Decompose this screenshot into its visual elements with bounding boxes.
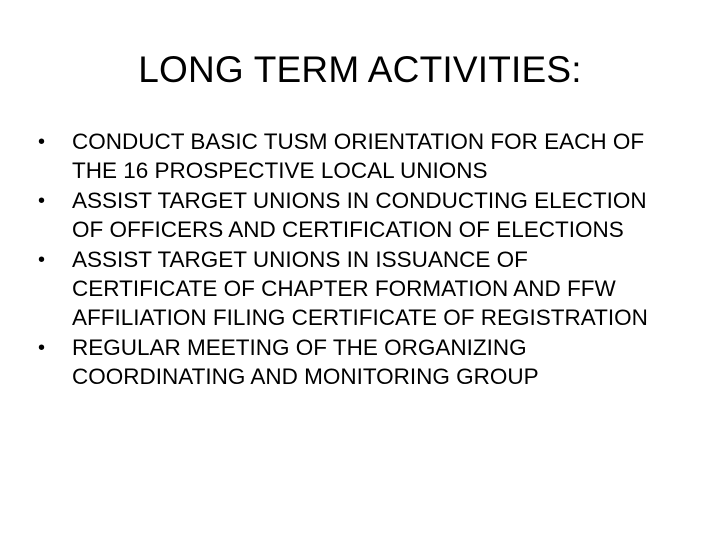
bullet-item [38,187,678,244]
bullet-item [38,128,678,185]
bullet-text: REGULAR MEETING OF THE ORGANIZING COORDINATING AND MONITORING GROUP [72,335,539,389]
bullet-dot-icon: • [38,337,46,360]
bullet-dot-icon: • [38,190,46,213]
bullet-text: CONDUCT BASIC TUSM ORIENTATION FOR EACH OF THE 16 PROSPECTIVE LOCAL UNIONS [72,129,645,183]
bullet-list [38,128,678,393]
bullet-dot-icon: • [38,249,46,272]
bullet-dot-icon: • [38,131,46,153]
bullet-item [38,246,678,332]
bullet-item [38,334,678,391]
bullet-text: ASSIST TARGET UNIONS IN CONDUCTING ELECTION OF OFFICERS AND CERTIFICATION OF ELECTIONS [72,188,647,242]
slide-title: LONG TERM ACTIVITIES: [138,49,582,90]
bullet-text: ASSIST TARGET UNIONS IN ISSUANCE OF CERTIFICATE OF CHAPTER FORMATION AND FFW AFFILIATION FILING CERTIFICATE OF REGISTRATION [72,247,648,330]
